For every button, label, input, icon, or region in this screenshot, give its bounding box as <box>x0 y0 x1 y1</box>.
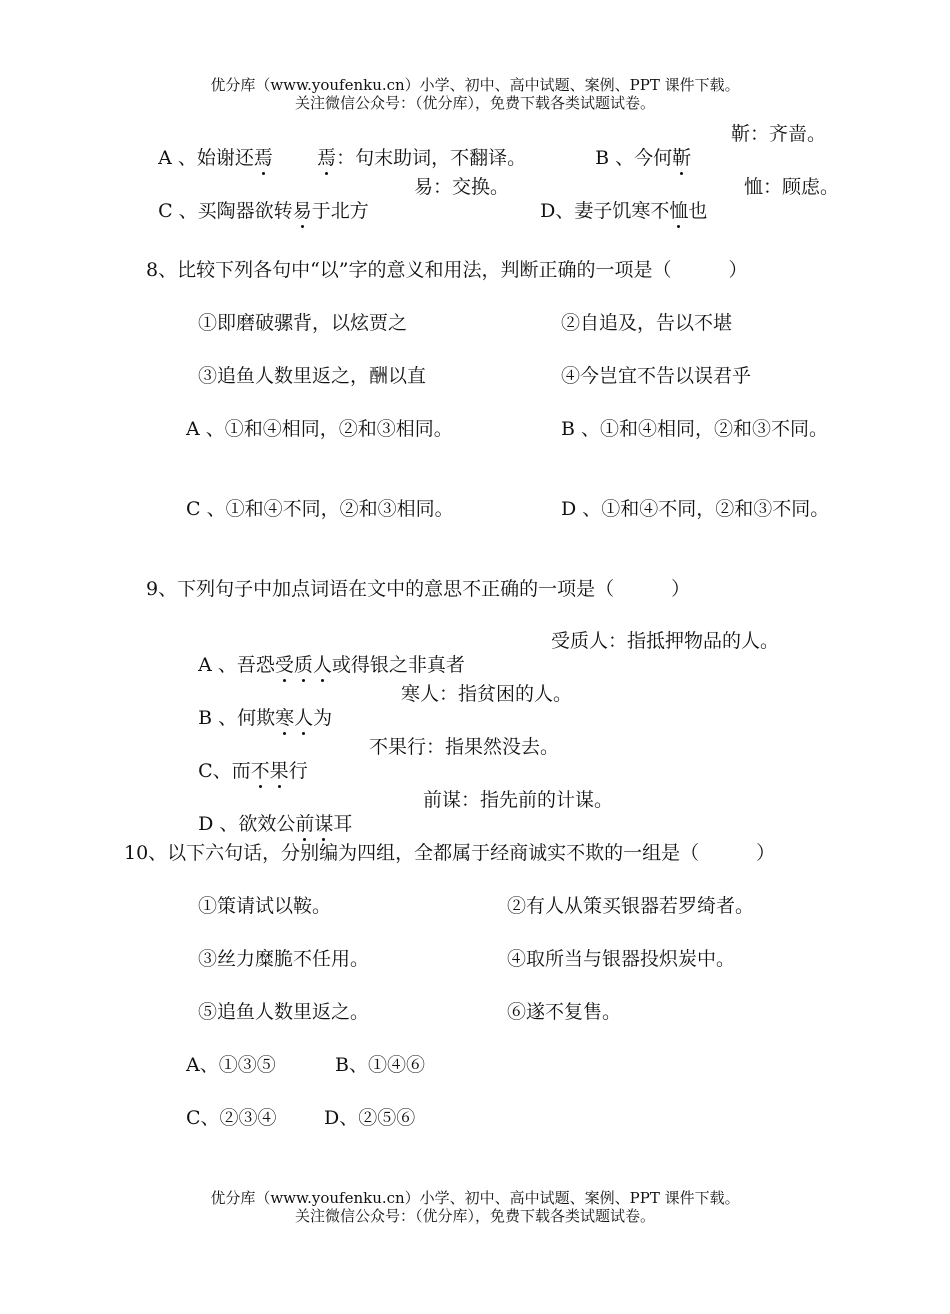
q7-option-a-note: 焉：句末助词，不翻译。 <box>317 147 527 169</box>
q10-option-c: C、②③④ <box>186 1107 277 1129</box>
dotted-word: 恤 <box>669 200 689 222</box>
dotted-char: 质 <box>293 654 313 676</box>
dotted-char: 前 <box>295 813 315 835</box>
q10-item-4: ④取所当与银器投炽炭中。 <box>507 948 736 970</box>
dotted-word <box>275 654 332 676</box>
q10-item-2: ②有人从策买银器若罗绮者。 <box>507 895 755 917</box>
q7-option-b: B 、今何靳 <box>595 147 692 169</box>
dotted-char: 果 <box>269 760 289 782</box>
page-footer <box>0 1189 950 1225</box>
q10-item-3: ③丝力糜脆不任用。 <box>198 948 370 970</box>
q10-option-d: D、②⑤⑥ <box>324 1107 416 1129</box>
dotted-word: 易 <box>292 200 312 222</box>
q7-option-d: D、妻子饥寒不恤也 <box>540 200 708 222</box>
q9-option-b-note: 寒人：指贫困的人。 <box>401 683 573 705</box>
dotted-word: 焉 <box>317 147 337 169</box>
q10-stem: 10、以下六句话，分别编为四组，全都属于经商诚实不欺的一组是（ ） <box>124 842 776 864</box>
q8-option-d: D 、①和④不同，②和③不同。 <box>561 498 830 520</box>
q7-option-c-note: 易：交换。 <box>414 176 510 198</box>
dotted-char: 人 <box>312 654 332 676</box>
header-line-2: 关注微信公众号：（优分库），免费下载各类试题试卷。 <box>294 94 655 112</box>
q8-option-c: C 、①和④不同，②和③相同。 <box>186 498 454 520</box>
q8-item-4: ④今岂宜不告以误君乎 <box>561 365 752 387</box>
q9-option-b: B 、何欺寒人为 <box>198 707 333 729</box>
dotted-word: 焉 <box>253 147 273 169</box>
q9-option-a-note: 受质人：指抵押物品的人。 <box>551 630 780 652</box>
q9-option-d: D 、欲效公前谋耳 <box>198 813 353 835</box>
q7-option-d-note: 恤：顾虑。 <box>744 176 840 198</box>
q9-option-d-note: 前谋：指先前的计谋。 <box>423 789 614 811</box>
dotted-char: 寒 <box>275 707 295 729</box>
page-header <box>0 76 950 112</box>
q9-option-c: C、而不果行 <box>198 760 308 782</box>
q8-stem: 8、比较下列各句中“以”字的意义和用法，判断正确的一项是（ ） <box>146 259 748 281</box>
q9-stem: 9、下列句子中加点词语在文中的意思不正确的一项是（ ） <box>146 578 691 600</box>
dotted-char: 谋 <box>314 813 334 835</box>
q10-item-6: ⑥遂不复售。 <box>507 1001 622 1023</box>
q8-option-a: A 、①和④相同，②和③相同。 <box>186 418 453 440</box>
q8-option-b: B 、①和④相同，②和③不同。 <box>561 418 829 440</box>
q8-item-2: ②自追及，告以不堪 <box>561 312 733 334</box>
q10-item-1: ①策请试以鞍。 <box>198 895 332 917</box>
header-line-1: 优分库（www.youfenku.cn）小学、初中、高中试题、案例、PPT 课件下载。 <box>210 76 740 94</box>
dotted-word <box>251 760 289 782</box>
dotted-word <box>295 813 333 835</box>
q9-option-c-note: 不果行：指果然没去。 <box>369 736 560 758</box>
footer-line-1: 优分库（www.youfenku.cn）小学、初中、高中试题、案例、PPT 课件下载。 <box>210 1189 740 1207</box>
q10-option-a: A、①③⑤ <box>186 1054 276 1076</box>
q9-option-a: A 、吾恐受质人或得银之非真者 <box>198 654 465 676</box>
q10-option-b: B、①④⑥ <box>335 1054 425 1076</box>
q8-item-3: ③追鱼人数里返之，酬以直 <box>198 365 427 387</box>
dotted-word <box>275 707 313 729</box>
dotted-char: 不 <box>250 760 270 782</box>
dotted-word: 靳 <box>672 147 692 169</box>
dotted-char: 受 <box>274 654 294 676</box>
q10-item-5: ⑤追鱼人数里返之。 <box>198 1001 370 1023</box>
q8-item-1: ①即磨破骡背，以炫贾之 <box>198 312 408 334</box>
q7-option-c: C 、买陶器欲转易于北方 <box>158 200 369 222</box>
q7-option-b-note: 靳：齐啬。 <box>731 123 827 145</box>
footer-line-2: 关注微信公众号：（优分库），免费下载各类试题试卷。 <box>294 1207 655 1225</box>
dotted-char: 人 <box>294 707 314 729</box>
q7-option-a: A 、始谢还焉 <box>158 147 273 169</box>
